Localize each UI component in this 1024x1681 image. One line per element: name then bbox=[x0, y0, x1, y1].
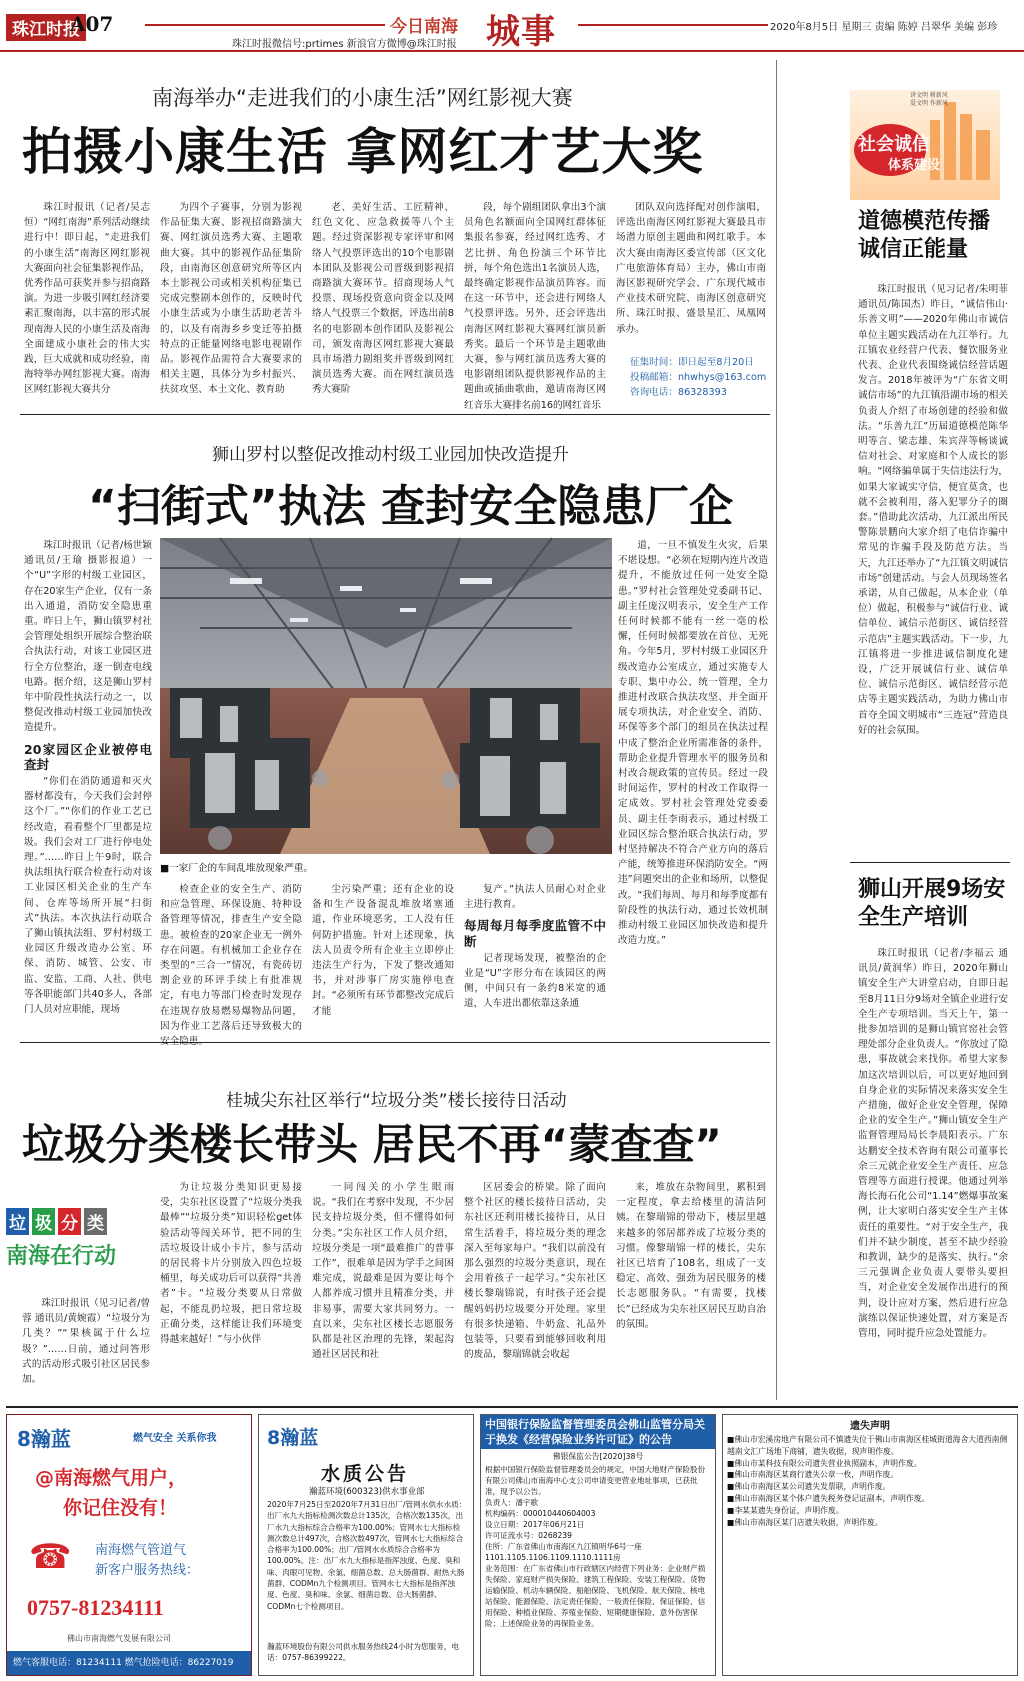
story2-column-5: 道，一旦不慎发生火灾，后果不堪设想。“必须在短期内连片改造提升，不能放过任何一处安全隐患。”罗村社会管理处党委副书记、副主任庞汉明表示，安全生产工作任何时候都不能有一丝一毫的松懈，任何时候都要放在首位、无死角。今年5月，罗村村级工业园区升级改造办公室成立，通过实施专人专职、集中办公、统一管理，全力推进村改联合执法攻坚、并全面开展专项执法，对企业安全、消防、环保等多个部门的组员在执法过程中成了整治企业所需准备的条件，帮助企业提升管理水平的服务员和村改合规政策的宣传员。经过一段时间运作，罗村的村改工作取得一定成效。罗村社会管理处党委委员、副主任李雨表示，通过村级工业园区综合整治联合执法行动，罗村坚持解决不符合产业方向的落后产能，统筹推进环保消防安全。“两违”问题突出的企业和场所，以整促改。“我们每周、每月和每季度都有阶段性的执法行动，通过长效机制推动村级工业园区加快改造和提升改造力度。” bbox=[618, 540, 769, 947]
water-title: 水质公告 bbox=[321, 1463, 410, 1485]
bank-field: 住所：广东省佛山市南海区九江镇明华6号一座1101.1105.1106.1109.1110.1111房 bbox=[485, 1542, 642, 1562]
story3-headline: 垃圾分类楼长带头 居民不再“蒙查查” bbox=[22, 1120, 722, 1169]
ads-divider bbox=[6, 1406, 1018, 1408]
newspaper-logo: 珠江时报 bbox=[6, 14, 86, 41]
gas-ad bbox=[6, 1414, 252, 1676]
gas-hotline-label-1: 南海燃气管道气 bbox=[95, 1543, 187, 1558]
bank-field: 业务范围：在广东省佛山市行政辖区内经营下列业务：企业财产损失保险、家庭财产损失保险、建筑工程保险、安装工程保险、货物运输保险、机动车辆保险、船舶保险、飞机保险、航天保险、核电站保险、能源保险、法定责任保险、一般责任保险、保证保险、信用保险、种植业保险、养殖业保险、短期健康保险、意外伤害保险；上述保险业务的再保险业务。 bbox=[485, 1564, 706, 1628]
dateline: 2020年8月5日 星期三 责编 陈婷 吕翠华 美编 彭珍 bbox=[770, 22, 998, 33]
water-brand: 8瀚蓝 bbox=[267, 1427, 319, 1449]
water-quality-notice bbox=[258, 1414, 474, 1676]
logo-top-text: 讲文明 树新风 爱文明 作新风 bbox=[910, 92, 948, 107]
water-subtitle: 瀚蓝环境(600323)供水事业部 bbox=[309, 1487, 425, 1497]
sidebar-article2-title: 狮山开展9场安全生产培训 bbox=[858, 877, 1006, 930]
story3-column-1: 为让垃圾分类知识更易接受，尖东社区设置了“垃圾分类我最棒”“垃圾分类”知识轻松get体验活动等闯关环节，把不同的生活垃圾设计成小卡片，参与活动的居民将卡片分别放入四色垃圾桶里，每关成功后可以获得“共善者”卡。“垃圾分类要从日常做起，不能乱扔垃圾，把日常垃圾正确分类，这样能让我们环境变得越来越好！”与小伙伴 bbox=[160, 1182, 302, 1346]
section-kicker: 今日南海 bbox=[390, 17, 458, 37]
story1-column-5: 团队双向选择配对创作演唱，评选出南海区网红影视大赛最具市场潜力原创主题曲和网红歌手。本次大赛由南海区委宣传部（区文化广电旅游体育局）主办，佛山市南海区影视研究学会、广东现代城市产业技术研究院、南海区创意研究所、珠江时报、盛景星汇、凤凰网承办。 bbox=[616, 202, 766, 335]
gas-hotline-number[interactable]: 0757-81234111 bbox=[27, 1595, 164, 1620]
sidebar-article2-body: 珠江时报讯（记者/李福云 通讯员/黄润华）昨日，2020年狮山镇安全生产大讲堂启动，自即日起至8月11日分9场对全镇企业进行安全生产专项培训。当天上午，第一批参加培训的是狮山镇官窑社会管理处部分企业负责人。“你放过了隐患，事故就会来找你。希望大家参加这次培训以后，可以更好地回到自身企业的实际情况来落实安全生产措施，做好企业安全管理，保障企业的安全生产。”狮山镇安全生产监督管理局局长李晨阳表示。广东达鹏安全技术咨询有限公司董事长余三元就企业安全生产责任、应急管理等方面进行授课。他通过列举海长海石化公司“1.14”燃爆事故案例，让大家明白落实安全生产主体责任的重要性。“对于安全生产，我们并不缺少制度，甚至不缺少经验和教训，缺少的是落实、执行。”余三元强调企业负责人要带头要担当，对企业安全发展作出进行的预判，设计应对方案，然后进行应急演练以保证快速处置，对方案是否管用，同时提升应急处置能力。 bbox=[858, 948, 1008, 1340]
lost-title: 遗失声明 bbox=[850, 1421, 890, 1432]
water-footer: 瀚蓝环境股份有限公司供水服务热线24小时为您服务，电话：0757-86399222。 bbox=[267, 1642, 459, 1662]
gas-tagline: 燃气安全 关系你我 bbox=[133, 1433, 217, 1444]
lost-item: ■佛山市南海区某门店遗失收据，声明作废。 bbox=[727, 1517, 883, 1527]
page-number: A07 bbox=[70, 12, 114, 36]
gas-company: 佛山市南海燃气发展有限公司 bbox=[67, 1634, 171, 1643]
story1-column-1: 珠江时报讯（记者/吴志恒）“网红南海”系列活动继续进行中！即日起，“走进我们的小康生活”南海区网红影视大赛面向社会征集影视作品，优秀作品可获奖并参与招商路演。为进一步吸引网红经济要素汇聚南海，以丰富的形式展现南海人民的小康生活及南海全面建成小康社会的伟大实践，巨大成就和成功经验，南海特举办网红影视大赛。南海区网红影视大赛共分 bbox=[24, 202, 150, 396]
story3-column-3: 区居委会的桥梁。除了面向整个社区的楼长接待日活动，尖东社区还利用楼长接待日，从日常生活着手，将垃圾分类的理念深入至每家每户。“我们以前没有那么强烈的垃圾分类意识，现在会用着孩子一起学习。”尖东社区楼长黎瑞锦说，有时孩子还会提醒妈妈扔垃圾要分开处理。家里有很多快递箱、牛奶盒、礼品外包装等，只要看到能够回收利用的废品，黎瑞锦就会收起 bbox=[464, 1182, 606, 1361]
story2-kicker: 狮山罗村以整促改推动村级工业园加快改造提升 bbox=[212, 445, 569, 465]
story1-contact-box bbox=[630, 355, 766, 400]
masthead bbox=[0, 0, 1024, 52]
story1-column-2: 为四个子赛事，分别为影视作品征集大赛、影视招商路演大赛、网红演员选秀大赛、主题歌曲大赛。其中的影视作品征集阶段，由南海区创意研究所等区内本土影视公司或相关机构征集已完成完整剧本创作的，反映时代小康生活或为小康生活助老苦斗的，以及有南海乡乡变迁等拍摄特点的正能量网络电影电视剧作品。影视作品需符合大赛要求的相关主题，具体分为乡村振兴、扶贫攻坚、本土文化、教育助 bbox=[160, 202, 302, 396]
credit-logo bbox=[850, 90, 1000, 200]
story2-column-2: 检查企业的安全生产、消防和应急管理、环保设施、特种设备管理等情况，排查生产安全隐患。被检查的20家企业无一例外存在问题。有机械加工企业存在类型的“三合一”情况，有瓷砖切割企业的环评手续上有批准规定，有电力等部门检查时发现存在违规存放易燃易爆物品问题，因为作业工艺落后还导致极大的 bbox=[160, 884, 302, 1032]
badge-subtitle: 南海在行动 bbox=[6, 1244, 117, 1269]
contact-email[interactable]: 投稿邮箱：nhwhys@163.com bbox=[630, 372, 767, 383]
gas-brand: 8瀚蓝 bbox=[17, 1427, 71, 1451]
lost-item: ■佛山市宏溪房地产有限公司不慎遗失位于佛山市南海区桂城街道海舍大道西南侧越南文汇广场地下商铺，遗失收据，现声明作废。 bbox=[727, 1435, 1008, 1456]
sidebar-article1-body: 珠江时报讯（见习记者/朱明菲 通讯员/陈国杰）昨日，“诚信伟山·乐善文明”——2020年佛山市诚信单位主题实践活动在九江举行。九江镇农业经营户代表、餐饮服务业代表、企业代表围绕诚信经营话题发言。2018年被评为“广东省文明诚信市场”的九江镇沿湖市场的相关负责人介绍了市场创建的经验和做法。“乐善九江”历届道德模范陈华明等言、梁志雄、朱宾萍等畅谈诚信对社会、对家庭和个人成长的影响。“网络骗单属于失信违法行为，如果大家诚实守信，便宜莫贪，也就不会被利用，落入犯罪分子的圈套。”借助此次活动，九江派出所民警陈景鹏向大家介绍了电信诈骗中常见的诈骗手段及防范方法。当天，九江还举办了“九江镇文明诚信市场”创建活动。与会人员现场签名承诺，从自己做起，从本企业（单位）做起，积极参与“诚信行业、诚信单位、诚信示范街区、诚信经营示范店”主题实践活动。下一步，九江镇将进一步推进诚信制度化建设，广泛开展诚信行业、诚信单位、诚信示范街区、诚信经营示范店等主题实践活动，为助力佛山市首夺全国文明城市“三连冠”营造良好的社会氛围。 bbox=[858, 284, 1008, 736]
phone-icon: ☎ bbox=[29, 1537, 72, 1577]
gas-hotline-label-2: 新客户服务热线： bbox=[95, 1563, 200, 1578]
story3-kicker: 桂城尖东社区举行“垃圾分类”楼长接待日活动 bbox=[226, 1091, 567, 1111]
gas-headline-1: @南海燃气用户， bbox=[35, 1467, 188, 1489]
story1-column-4: 段，每个剧组团队拿出3个演员角色名额面向全国网红群体征集报名参赛，经过网红选秀、才艺比拼、角色扮演三个环节比拼，每个角色选出1名演员人选，最终确定影视作品演员阵容。而在这一环节中，还会进行网络人气投票评选。另外，还会评选出南海区网红影视大赛网红演员新秀奖。最后一个环节是主题歌曲大赛，参与网红演员选秀大赛的电影剧组团队提供影视作品的主题曲或插曲歌曲，邀请南海区网红音乐大赛排名前16的网红音乐 bbox=[464, 202, 606, 411]
sidebar-rule bbox=[776, 60, 777, 1400]
badge-char: 分 bbox=[58, 1208, 81, 1235]
badge-char: 圾 bbox=[32, 1208, 55, 1235]
divider bbox=[20, 1042, 770, 1043]
gas-headline-2: 你记住没有！ bbox=[63, 1497, 178, 1519]
bank-body: 根据中国银行保险监督管理委员会的规定，中国大地财产保险股份有限公司佛山市南海中心支公司申请变更营业地址事项，已获批准，现予以公告。 bbox=[485, 1465, 706, 1496]
brand-mark-icon: 8 bbox=[267, 1427, 281, 1449]
section-title: 城事 bbox=[486, 12, 556, 52]
story1-headline: 拍摄小康生活 拿网红才艺大奖 bbox=[22, 123, 704, 181]
gas-footer: 燃气客服电话：81234111 燃气抢险电话：86227019 bbox=[7, 1651, 251, 1675]
bank-ref: 佛银保监公告[2020]38号 bbox=[552, 1452, 644, 1461]
bank-notice bbox=[480, 1414, 716, 1676]
divider bbox=[850, 862, 1010, 863]
lost-item: ■佛山市南海区某个体户遗失税务登记证副本，声明作废。 bbox=[727, 1493, 930, 1503]
lost-item: ■李某某遗失身份证，声明作废。 bbox=[727, 1505, 844, 1515]
brand-mark-icon: 8 bbox=[17, 1427, 31, 1451]
story1-kicker: 南海举办“走进我们的小康生活”网红影视大赛 bbox=[152, 86, 573, 110]
story2-subhead-2: 每周每月每季度监管不中断 bbox=[464, 918, 606, 949]
badge-char: 垃 bbox=[6, 1208, 29, 1235]
story3-column-4: 来，堆放在杂物间里，累积到一定程度，拿去给楼里的清洁阿姨。在黎瑞锦的带动下，楼层里越来越多的邻居都养成了垃圾分类的习惯。像黎瑞锦一样的楼长，尖东社区已培育了108名，组成了一支稳定、高效、强劲为居民服务的楼长志愿服务队。“有需要，找楼长”已经成为尖东社区居民互助自治的氛围。 bbox=[616, 1182, 766, 1330]
masthead-rule bbox=[145, 24, 385, 26]
story2-headline: “扫街式”执法 查封安全隐患厂企 bbox=[88, 481, 734, 532]
garbage-sort-badge bbox=[6, 1208, 146, 1274]
badge-char: 类 bbox=[84, 1208, 107, 1235]
story2-column-4: 复产。”执法人员耐心对企业主进行教育。 每周每月每季度监管不中断 记者现场发现，被整治的企业是“U”字形分布在该园区的两侧，中间只有一条约8米宽的通道，人车进出都依靠这条通 bbox=[464, 884, 606, 1010]
masthead-rule-right bbox=[578, 24, 768, 26]
lost-item: ■佛山市南海区某公司遗失发票联，声明作废。 bbox=[727, 1482, 891, 1492]
story3-column-2: 一同闯关的小学生眼雨说。“我们在考察中发现，不少居民支持垃圾分类，但不懂得如何分类。”尖东社区工作人员介绍，垃圾分类是一项“最难推广的普事工作”，很难单是因为学手之间困难完成，说最难是因为要让每个人都养成习惯并且精准分类，并非易事，需要大家共同努力。一直以来，尖东社区楼长志愿服务队都是社区治理的先锋，架起沟通社区居民和社 bbox=[312, 1182, 454, 1361]
story2-column-1: 珠江时报讯（记者/杨世颖 通讯员/王瑜 摄影报道）一个“U”字形的村级工业园区，存在20家生产企业，仅有一条出入通道，消防安全隐患重重。昨日上午，狮山镇罗村社会管理处组织开展综合整治联合执法行动，对该工业园区进行全方位整治，逐一倒查电线电路。据介绍，这是狮山罗村年中阶段性执法行动之一，以整促改推动村级工业园加快改造提升。 20家园区企业被停电查封 “你们在消防通道和灭火器材都没有，今天我们会封停这个厂。”“你们的作业工艺已经改造，看看整个厂里都是垃圾。我们会对工厂进行停电处理。”……昨日上午9时，联合执法组执行联合检查行动对该工业园区相关企业的生产车间、仓库等场所开展“扫街式”执法。本次执法行动联合了狮山镇执法组、罗村村级工业园区升级改造办公室、环保、消防、城管、公安、市监、安监、工商、人社、供电等各职能部门共40多人，各部门人员对应职能，现场 bbox=[24, 540, 152, 1016]
lost-notices bbox=[722, 1414, 1018, 1676]
lost-item: ■佛山市某科技有限公司遗失营业执照副本，声明作废。 bbox=[727, 1458, 922, 1468]
lost-item: ■佛山市南海区某商行遗失公章一枚，声明作废。 bbox=[727, 1470, 899, 1480]
bank-field: 设立日期：2017年06月21日 bbox=[485, 1520, 585, 1529]
logo-sub-text: 体系建设 bbox=[888, 158, 941, 173]
sidebar-article1-title: 道德模范传播诚信正能量 bbox=[858, 209, 991, 262]
story2-column-3: 尘污染严重；还有企业的设备和生产设备混乱堆放堵塞通道，作业环境恶劣，工人没有任何防护措施。针对上述现象，执法人员责令所有企业主立即停止违法生产行为，下发了整改通知书，并对涉事厂房实施停电查封。“必须所有环节都整改完成后才能 bbox=[312, 884, 454, 1017]
divider bbox=[20, 414, 770, 415]
contact-phone: 咨询电话：86328393 bbox=[630, 387, 727, 398]
logo-main-text: 社会诚信 bbox=[858, 134, 930, 155]
story1-column-3: 老、美好生活、工匠精神、红色文化、应急救援等八个主题。经过资深影视专家评审和网络人气投票评选出的10个电影剧本团队及影视公司晋级到影视招商路演大赛环节。招商现场人气投票、现场投资意向资金以及网络人气投票三个数据，评选出前8名的电影剧本创作团队及影视公司，颁发南海区网红影视大赛最具市场潜力剧组奖并晋级到网红演员选秀大赛。而在网红演员选秀大赛阶 bbox=[312, 202, 454, 396]
story2-subhead-1: 20家园区企业被停电查封 bbox=[24, 741, 152, 772]
story3-column-0: 珠江时报讯（见习记者/曾蓉 通讯员/黄婉霞）“垃圾分为几类？”“果核属于什么垃圾？”……日前，通过问答形式的活动形式吸引社区居民参加。 bbox=[22, 1298, 150, 1386]
bank-field: 负责人：潘宇歌 bbox=[485, 1498, 539, 1507]
factory-photo bbox=[160, 538, 612, 854]
bank-field: 机构编码：000010440604003 bbox=[485, 1509, 596, 1518]
contact-deadline: 征集时间：即日起至8月20日 bbox=[630, 357, 754, 368]
bank-title: 中国银行保险监督管理委员会佛山监管分局关于换发《经营保险业务许可证》的公告 bbox=[481, 1415, 715, 1449]
photo-caption: ■一家厂企的车间乱堆放现象严重。 bbox=[160, 863, 313, 874]
bank-field: 许可证流水号：0268239 bbox=[485, 1531, 572, 1540]
water-body: 2020年7月25日至2020年7月31日出厂/管网水供水水质：出厂水九大指标检测次数总计135次，合格次数135次，出厂水九大指标综合合格率为100.00%；管网水七大指标检测次数总计497次，合格次数497次，管网水七大指标综合合格率为100.00%；出厂/管网水水质综合合格率为100.00%。注：出厂水九大指标是指浑浊度、色度、臭和味、肉眼可见物、余氯、细菌总数、总大肠菌群、耐热大肠菌群、CODMn九个检测项目。管网水七大指标是指浑浊度、色度、臭和味、余氯、细菌总数、总大肠菌群、CODMn七个检测项目。 bbox=[267, 1500, 467, 1611]
social-accounts: 珠江时报微信号:prtimes 新浪官方微博@珠江时报 bbox=[232, 39, 457, 50]
